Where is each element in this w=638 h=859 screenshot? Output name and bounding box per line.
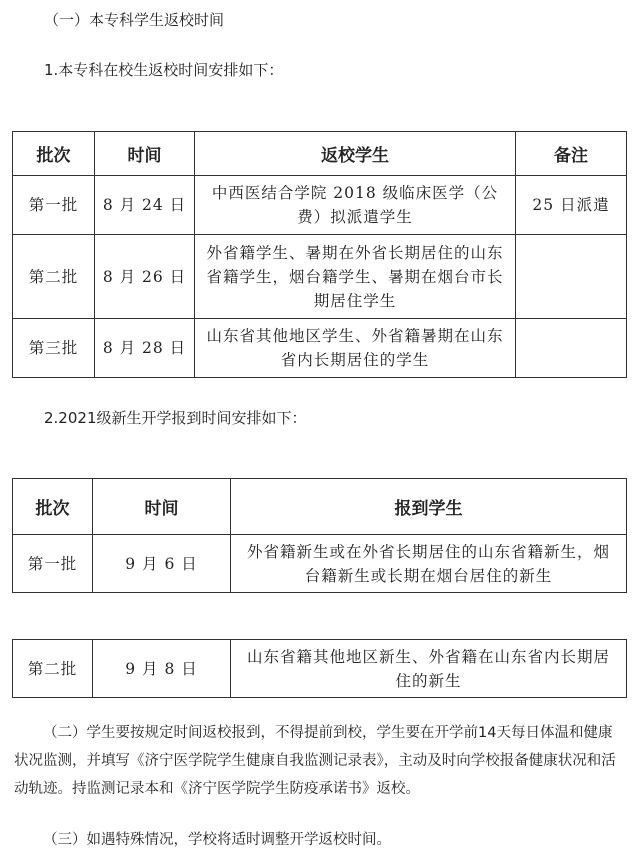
table-row bbox=[13, 319, 627, 378]
students-cell: 外省籍学生、暑期在外省长期居住的山东省籍学生，烟台籍学生、暑期在烟台市长期居住学生 bbox=[195, 235, 516, 319]
table-row bbox=[13, 535, 627, 593]
section-subheading-1: 1.本专科在校生返校时间安排如下： bbox=[44, 61, 284, 79]
return-requirements-paragraph: （二）学生要按规定时间返校报到，不得提前到校，学生要在开学前14天每日体温和健康状况监测，并填写《济宁医学院学生健康自我监测记录表》，主动及时向学校报备健康状况和活动轨迹。持监测记录本和《济宁医学院学生防疫承诺书》返校。 bbox=[14, 725, 616, 797]
batch-cell: 第三批 bbox=[13, 319, 95, 378]
header-students: 报到学生 bbox=[231, 479, 627, 535]
header-date: 时间 bbox=[95, 132, 195, 176]
section-heading-1: （一）本专科学生返校时间 bbox=[44, 11, 225, 29]
date-cell: 8 月 28 日 bbox=[95, 319, 195, 378]
date-cell: 9 月 8 日 bbox=[93, 640, 231, 698]
date-cell: 8 月 26 日 bbox=[95, 235, 195, 319]
students-cell: 外省籍新生或在外省长期居住的山东省籍新生，烟台籍新生或长期在烟台居住的新生 bbox=[231, 535, 627, 593]
table-row bbox=[13, 176, 627, 235]
header-date: 时间 bbox=[93, 479, 231, 535]
header-note: 备注 bbox=[516, 132, 627, 176]
table-row bbox=[13, 640, 627, 698]
table-row bbox=[13, 235, 627, 319]
header-batch: 批次 bbox=[13, 479, 93, 535]
header-batch: 批次 bbox=[13, 132, 95, 176]
date-cell: 8 月 24 日 bbox=[95, 176, 195, 235]
batch-cell: 第一批 bbox=[13, 176, 95, 235]
freshman-schedule-table-continued bbox=[12, 639, 627, 698]
header-students: 返校学生 bbox=[195, 132, 516, 176]
students-cell: 山东省其他地区学生、外省籍暑期在山东省内长期居住的学生 bbox=[195, 319, 516, 378]
note-cell: 25 日派遣 bbox=[516, 176, 627, 235]
students-cell: 中西医结合学院 2018 级临床医学（公费）拟派遣学生 bbox=[195, 176, 516, 235]
table-header-row bbox=[13, 479, 627, 535]
special-circumstances-paragraph: （三）如遇特殊情况，学校将适时调整开学返校时间。 bbox=[43, 832, 391, 848]
freshman-schedule-table bbox=[12, 478, 627, 593]
batch-cell: 第二批 bbox=[13, 235, 95, 319]
students-cell: 山东省籍其他地区新生、外省籍在山东省内长期居住的新生 bbox=[231, 640, 627, 698]
date-cell: 9 月 6 日 bbox=[93, 535, 231, 593]
batch-cell: 第二批 bbox=[13, 640, 93, 698]
table-header-row bbox=[13, 132, 627, 176]
note-cell bbox=[516, 319, 627, 378]
note-cell bbox=[516, 235, 627, 319]
section-subheading-2: 2.2021级新生开学报到时间安排如下： bbox=[44, 409, 307, 427]
batch-cell: 第一批 bbox=[13, 535, 93, 593]
return-schedule-table bbox=[12, 131, 627, 378]
